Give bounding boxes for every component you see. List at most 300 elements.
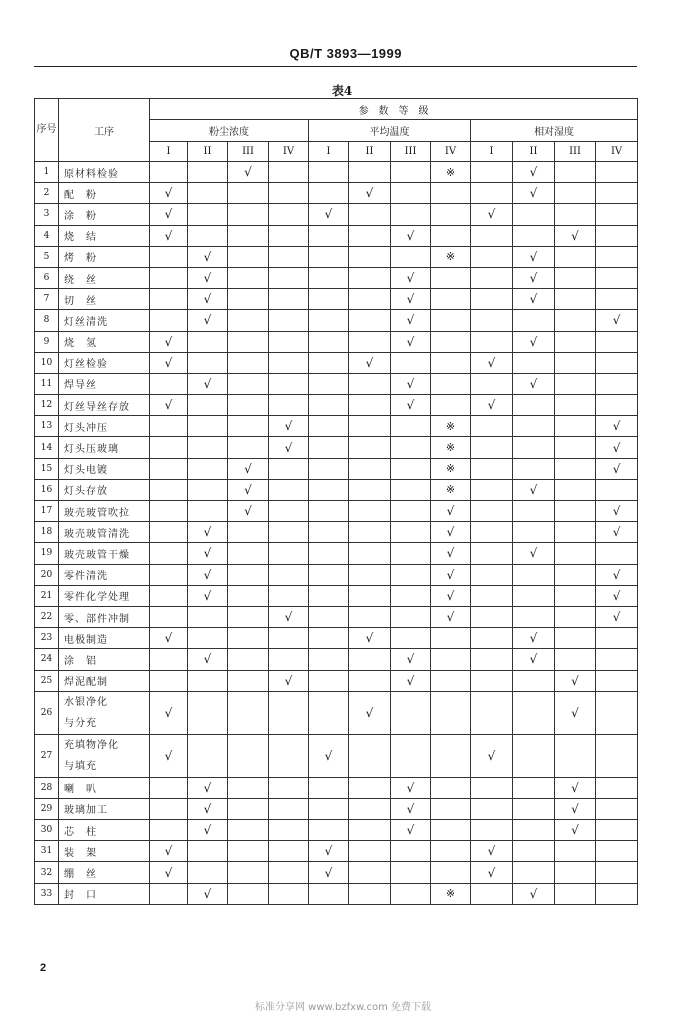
grade-cell [513,437,555,458]
check-mark: √ [529,186,538,201]
grade-cell [228,331,269,352]
check-mark: √ [571,228,579,243]
grade-header: IV [269,142,309,162]
grade-cell [228,841,269,862]
grade-cell [150,606,188,627]
check-mark: √ [487,207,496,222]
grade-cell [228,883,269,904]
row-serial: 5 [35,246,59,267]
row-process [59,183,150,204]
table-row [35,691,638,734]
grade-cell [431,373,471,394]
grade-cell [188,246,228,267]
grade-cell [471,479,513,500]
row-process [59,373,150,394]
check-mark: √ [203,313,212,328]
reference-mark: ※ [445,165,456,179]
check-mark: √ [164,355,173,370]
grade-cell [150,331,188,352]
grade-cell [349,501,391,522]
grade-cell [513,289,555,310]
check-mark: √ [487,748,496,763]
grade-cell [431,628,471,649]
grade-cell [431,267,471,288]
grade-cell [188,883,228,904]
grade-cell [309,331,349,352]
grade-cell [309,522,349,543]
grade-cell [150,798,188,819]
check-mark: √ [529,886,538,901]
grade-cell [309,734,349,777]
header-group-temperature: 平均温度 [309,120,471,142]
grade-cell [513,183,555,204]
grade-cell [431,777,471,798]
grade-cell [391,649,431,670]
grade-cell [596,883,638,904]
check-mark: √ [446,546,455,561]
check-mark: √ [612,440,621,455]
table-row [35,585,638,606]
grade-cell [269,606,309,627]
grade-cell [391,225,431,246]
grade-cell [391,501,431,522]
check-mark: √ [487,398,496,413]
process-name-line: 玻壳玻管清洗 [64,528,130,540]
reference-mark: ※ [445,887,456,901]
grade-cell [309,820,349,841]
grade-cell [269,841,309,862]
check-mark: √ [324,748,333,763]
table-row [35,841,638,862]
grade-cell [391,437,431,458]
check-mark: √ [164,705,173,720]
grade-cell [513,246,555,267]
table-row [35,777,638,798]
grade-cell [391,458,431,479]
grade-cell [555,458,596,479]
row-serial: 8 [35,310,59,331]
grade-cell [150,841,188,862]
grade-cell [471,777,513,798]
grade-cell [188,352,228,373]
grade-cell [431,162,471,183]
row-serial: 3 [35,204,59,225]
check-mark: √ [244,165,252,180]
reference-mark: ※ [445,462,456,476]
grade-cell [596,183,638,204]
process-name-line: 零件化学处理 [64,592,130,604]
grade-cell [596,204,638,225]
table-row [35,162,638,183]
check-mark: √ [164,844,173,859]
process-name-line: 涂 铝 [64,655,97,667]
grade-cell [309,267,349,288]
grade-cell [349,777,391,798]
grade-cell [596,225,638,246]
grade-cell [471,649,513,670]
grade-cell [513,479,555,500]
check-mark: √ [571,801,579,816]
grade-cell [596,543,638,564]
grade-cell [555,777,596,798]
row-serial: 12 [35,395,59,416]
grade-cell [391,395,431,416]
check-mark: √ [203,780,212,795]
table-row [35,183,638,204]
row-process [59,670,150,691]
check-mark: √ [406,801,415,816]
grade-cell [513,331,555,352]
grade-cell [228,437,269,458]
check-mark: √ [164,398,173,413]
row-serial: 28 [35,777,59,798]
grade-cell [513,310,555,331]
check-mark: √ [446,567,455,582]
row-serial: 1 [35,162,59,183]
row-process [59,246,150,267]
process-name-line: 芯 柱 [64,826,97,838]
grade-cell [188,501,228,522]
check-mark: √ [406,334,415,349]
check-mark: √ [203,546,212,561]
grade-cell [596,501,638,522]
grade-header: IV [596,142,638,162]
check-mark: √ [164,228,173,243]
grade-cell [555,649,596,670]
grade-cell [349,352,391,373]
grade-cell [513,352,555,373]
grade-cell [513,628,555,649]
grade-cell [431,564,471,585]
grade-cell [309,606,349,627]
row-serial: 22 [35,606,59,627]
table-row [35,798,638,819]
grade-cell [309,437,349,458]
grade-cell [555,225,596,246]
grade-cell [596,734,638,777]
grade-cell [513,841,555,862]
check-mark: √ [164,334,173,349]
grade-cell [349,416,391,437]
grade-cell [150,543,188,564]
grade-cell [349,162,391,183]
process-name-line: 焊导丝 [64,380,97,392]
grade-cell [228,691,269,734]
grade-cell [391,606,431,627]
grade-cell [150,395,188,416]
grade-cell [269,522,309,543]
grade-cell [309,225,349,246]
check-mark: √ [612,313,621,328]
grade-header: I [309,142,349,162]
grade-cell [188,628,228,649]
grade-cell [431,883,471,904]
grade-cell [471,416,513,437]
grade-header: III [228,142,269,162]
grade-cell [309,798,349,819]
grade-cell [188,479,228,500]
check-mark: √ [529,652,538,667]
process-name-line: 烤 粉 [64,253,97,265]
grade-cell [471,628,513,649]
grade-cell [150,585,188,606]
process-name-line: 与分充 [64,717,97,729]
process-name-line: 装 架 [64,847,97,859]
row-process [59,691,150,734]
grade-cell [349,373,391,394]
grade-cell [555,841,596,862]
table-row [35,649,638,670]
grade-cell [471,225,513,246]
grade-cell [596,820,638,841]
grade-cell [228,564,269,585]
grade-cell [471,606,513,627]
grade-cell [309,479,349,500]
grade-cell [431,501,471,522]
grade-cell [555,691,596,734]
grade-cell [188,777,228,798]
grade-cell [188,670,228,691]
grade-cell [188,267,228,288]
grade-cell [228,543,269,564]
process-name-line: 零件清洗 [64,571,108,583]
grade-cell [431,437,471,458]
grade-cell [269,777,309,798]
grade-cell [555,310,596,331]
check-mark: √ [203,652,212,667]
check-mark: √ [612,461,621,476]
row-process [59,734,150,777]
grade-cell [555,373,596,394]
check-mark: √ [446,525,455,540]
check-mark: √ [612,588,621,603]
grade-cell [269,331,309,352]
grade-cell [228,395,269,416]
grade-cell [555,862,596,883]
grade-cell [228,225,269,246]
row-serial: 11 [35,373,59,394]
grade-cell [150,670,188,691]
check-mark: √ [571,780,579,795]
grade-header: II [513,142,555,162]
check-mark: √ [612,504,621,519]
grade-cell [228,606,269,627]
grade-cell [269,628,309,649]
grade-cell [228,352,269,373]
grade-cell [150,246,188,267]
row-serial: 17 [35,501,59,522]
check-mark: √ [203,271,212,286]
row-process [59,395,150,416]
grade-cell [269,649,309,670]
grade-cell [431,606,471,627]
grade-cell [228,820,269,841]
row-serial: 13 [35,416,59,437]
grade-cell [188,289,228,310]
grade-cell [150,289,188,310]
grade-cell [188,458,228,479]
grade-cell [391,820,431,841]
table-row [35,373,638,394]
table-title: 表4 [331,84,353,98]
grade-cell [188,310,228,331]
grade-cell [596,162,638,183]
check-mark: √ [244,461,252,476]
row-process [59,331,150,352]
grade-cell [431,691,471,734]
grade-cell [188,564,228,585]
grade-cell [596,841,638,862]
grade-cell [269,691,309,734]
grade-cell [431,734,471,777]
grade-cell [309,395,349,416]
grade-cell [431,820,471,841]
table-row [35,246,638,267]
grade-cell [349,670,391,691]
grade-cell [150,691,188,734]
grade-cell [513,162,555,183]
grade-cell [471,820,513,841]
grade-cell [471,564,513,585]
process-name-line: 焊泥配制 [64,677,108,689]
grade-cell [555,162,596,183]
row-process [59,162,150,183]
header-rule [34,66,637,67]
row-serial: 14 [35,437,59,458]
row-process [59,501,150,522]
grade-cell [269,883,309,904]
table-row [35,437,638,458]
check-mark: √ [612,610,621,625]
row-process [59,883,150,904]
grade-cell [269,501,309,522]
grade-cell [391,479,431,500]
table-row [35,670,638,691]
process-parameter-table [34,98,638,905]
grade-cell [269,798,309,819]
row-process [59,479,150,500]
check-mark: √ [203,886,212,901]
check-mark: √ [365,631,374,646]
grade-cell [471,585,513,606]
row-process [59,458,150,479]
table-row [35,310,638,331]
reference-mark: ※ [445,250,456,264]
grade-cell [471,501,513,522]
grade-cell [269,289,309,310]
grade-cell [349,204,391,225]
table-row [35,458,638,479]
grade-cell [555,628,596,649]
check-mark: √ [487,844,496,859]
grade-cell [188,416,228,437]
grade-cell [471,798,513,819]
grade-cell [349,225,391,246]
check-mark: √ [365,186,374,201]
grade-cell [596,606,638,627]
grade-cell [150,225,188,246]
grade-cell [431,670,471,691]
grade-cell [431,246,471,267]
row-serial: 2 [35,183,59,204]
grade-cell [555,183,596,204]
check-mark: √ [284,419,293,434]
grade-cell [391,585,431,606]
check-mark: √ [164,748,173,763]
grade-cell [431,204,471,225]
grade-cell [150,628,188,649]
check-mark: √ [164,207,173,222]
grade-cell [513,649,555,670]
grade-cell [309,310,349,331]
grade-cell [391,310,431,331]
check-mark: √ [529,165,538,180]
grade-cell [391,777,431,798]
grade-cell [349,395,391,416]
grade-cell [188,437,228,458]
process-name-line: 玻璃加工 [64,805,108,817]
grade-cell [513,691,555,734]
check-mark: √ [446,588,455,603]
grade-cell [596,437,638,458]
row-process [59,564,150,585]
grade-cell [471,543,513,564]
grade-cell [596,373,638,394]
grade-cell [269,734,309,777]
grade-cell [349,691,391,734]
grade-cell [309,777,349,798]
grade-cell [555,204,596,225]
process-name-line: 灯丝导丝存放 [64,401,130,413]
check-mark: √ [529,482,538,497]
process-name-line: 绷 丝 [64,869,97,881]
grade-cell [513,585,555,606]
grade-cell [188,606,228,627]
grade-cell [188,162,228,183]
process-name-line: 灯头存放 [64,486,108,498]
grade-cell [391,331,431,352]
grade-cell [513,606,555,627]
grade-cell [596,628,638,649]
row-serial: 21 [35,585,59,606]
grade-cell [228,458,269,479]
grade-cell [349,183,391,204]
grade-cell [391,267,431,288]
check-mark: √ [446,610,455,625]
check-mark: √ [324,844,333,859]
grade-cell [349,564,391,585]
header-serial: 序号 [35,99,59,162]
grade-cell [188,225,228,246]
check-mark: √ [406,673,415,688]
check-mark: √ [446,504,455,519]
row-serial: 10 [35,352,59,373]
process-name-line: 喇 叭 [64,784,97,796]
check-mark: √ [203,588,212,603]
grade-cell [391,798,431,819]
check-mark: √ [529,292,538,307]
grade-cell [596,352,638,373]
grade-cell [431,310,471,331]
grade-cell [150,522,188,543]
grade-cell [309,162,349,183]
grade-cell [349,289,391,310]
grade-cell [309,416,349,437]
grade-cell [471,883,513,904]
grade-cell [269,267,309,288]
grade-cell [349,798,391,819]
check-mark: √ [203,567,212,582]
